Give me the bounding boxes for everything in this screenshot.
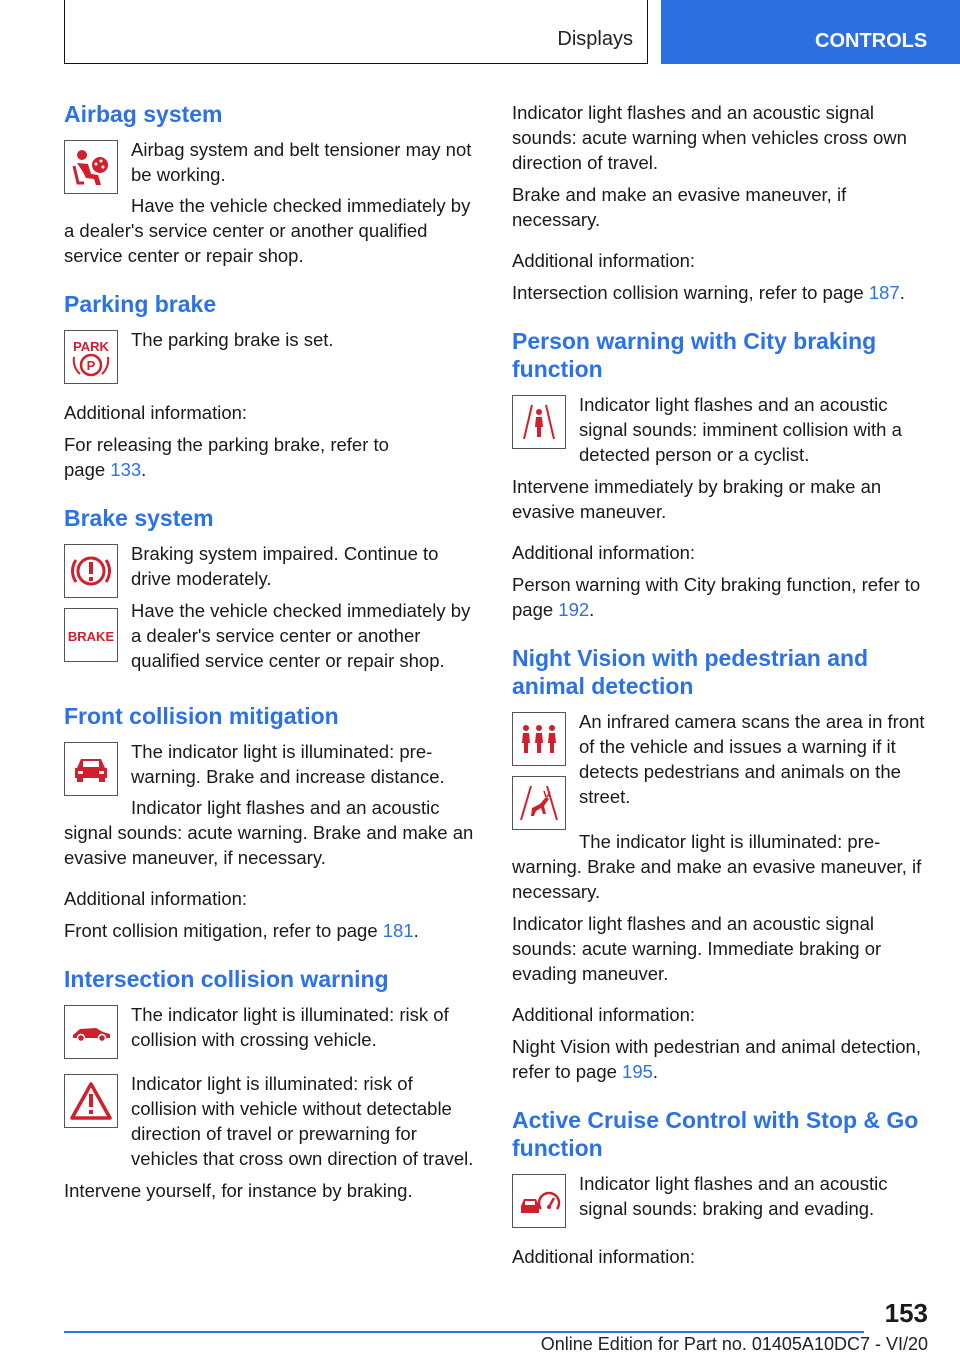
intersection-title: Intersection collision warning (64, 966, 389, 992)
brake-exclamation-icon (64, 544, 118, 598)
brake-icon-label: BRAKE (68, 629, 114, 644)
park-brake-icon (64, 330, 118, 384)
front-text-1: The indicator light is illuminated: pre-warning. Brake and increase distance. (131, 741, 445, 787)
cruise-control-icon (512, 1174, 566, 1228)
airbag-warning-icon (64, 140, 118, 194)
left-column (64, 100, 482, 1225)
parking-title: Parking brake (64, 291, 217, 317)
parking-text-1: The parking brake is set. (131, 329, 334, 350)
deer-icon (512, 776, 566, 830)
intersection-cont-text-1: Indicator light flashes and an acoustic signal sounds: acute warning when vehicles cross own direction of travel. (512, 102, 907, 173)
brake-title: Brake system (64, 505, 214, 531)
pedestrians-icon (512, 712, 566, 766)
acc-info: Additional information: (512, 1246, 696, 1267)
acc-text-1: Indicator light flashes and an acoustic signal sounds: braking and evading. (579, 1173, 888, 1219)
front-car-icon (64, 742, 118, 796)
section-brake-system (64, 504, 482, 680)
person-title: Person warning with City braking function (512, 328, 877, 382)
section-airbag (64, 100, 482, 268)
page-number: 153 (884, 1298, 928, 1328)
front-title: Front collision mitigation (64, 703, 339, 729)
brake-text-2: Have the vehicle checked immediately by a dealer's service center or another qualified service center or repair shop. (131, 600, 471, 671)
front-ref-link[interactable]: 181 (382, 920, 414, 941)
right-column (512, 100, 930, 1291)
person-text-1: Indicator light flashes and an acoustic signal sounds: imminent collision with a detected person or a cyclist. (579, 394, 902, 465)
intersection-text-2: Indicator light is illuminated: risk of collision with vehicle without detectable direction of travel or prewarning for vehicles that cross own direction of travel. (131, 1073, 474, 1169)
night-text-1: An infrared camera scans the area in front of the vehicle and issues a warning if it detects pedestrians and animals on the street. (579, 711, 925, 807)
person-ref: Person warning with City braking function, refer to page 192. (512, 574, 921, 620)
header-chapter: CONTROLS (661, 0, 960, 64)
warning-triangle-icon (64, 1074, 118, 1128)
section-active-cruise (512, 1106, 930, 1269)
intersection-text-3: Intervene yourself, for instance by braking. (64, 1180, 413, 1201)
airbag-text-1: Airbag system and belt tensioner may not be working. (131, 139, 472, 185)
parking-ref-link[interactable]: 133 (110, 459, 142, 480)
person-text-2: Intervene immediately by braking or make an evasive maneuver. (512, 476, 882, 522)
intersection-cont-ref: Intersection collision warning, refer to page 187. (512, 282, 905, 303)
airbag-text-2: Have the vehicle checked immediately by a dealer's service center or another qualified service center or repair shop. (64, 195, 471, 266)
section-intersection (64, 965, 482, 1203)
night-text-3: Indicator light flashes and an acoustic signal sounds: acute warning. Immediate braking or evading maneuver. (512, 913, 882, 984)
footer-rule (64, 1331, 864, 1333)
section-parking-brake (64, 290, 482, 482)
intersection-text-1: The indicator light is illuminated: risk of collision with crossing vehicle. (131, 1004, 449, 1050)
night-info: Additional information: (512, 1004, 696, 1025)
night-text-2: The indicator light is illuminated: pre-warning. Brake and make an evasive maneuver, if necessary. (512, 831, 922, 902)
side-car-icon (64, 1005, 118, 1059)
svg-text:P: P (86, 358, 96, 373)
intersection-cont-info: Additional information: (512, 250, 696, 271)
park-icon-label: PARK (73, 339, 109, 354)
section-intersection-continued (512, 100, 930, 305)
person-info: Additional information: (512, 542, 696, 563)
intersection-cont-text-2: Brake and make an evasive maneuver, if necessary. (512, 184, 847, 230)
intersection-ref-link[interactable]: 187 (868, 282, 900, 303)
front-info-label: Additional information: (64, 888, 248, 909)
section-front-collision (64, 702, 482, 943)
header-box (64, 0, 648, 64)
parking-info-label: Additional information: (64, 402, 248, 423)
front-ref: Front collision mitigation, refer to page 181. (64, 920, 419, 941)
section-person-warning (512, 327, 930, 622)
night-ref: Night Vision with pedestrian and animal detection, refer to page 195. (512, 1036, 921, 1082)
front-text-2: Indicator light flashes and an acoustic signal sounds: acute warning. Brake and make an evasive maneuver, if necessary. (64, 797, 474, 868)
section-night-vision (512, 644, 930, 1084)
person-warning-icon (512, 395, 566, 449)
airbag-title: Airbag system (64, 101, 223, 127)
edition-text: Online Edition for Part no. 01405A10DC7 - VI/20 (540, 1334, 928, 1354)
person-ref-link[interactable]: 192 (558, 599, 590, 620)
header-section: Displays (557, 28, 633, 50)
parking-ref: For releasing the parking brake, refer to page 133. (64, 434, 389, 480)
brake-text-1: Braking system impaired. Continue to drive moderately. (131, 543, 439, 589)
night-ref-link[interactable]: 195 (622, 1061, 653, 1082)
acc-title: Active Cruise Control with Stop & Go function (512, 1107, 919, 1161)
night-title: Night Vision with pedestrian and animal detection (512, 645, 869, 699)
brake-text-icon (64, 608, 118, 662)
